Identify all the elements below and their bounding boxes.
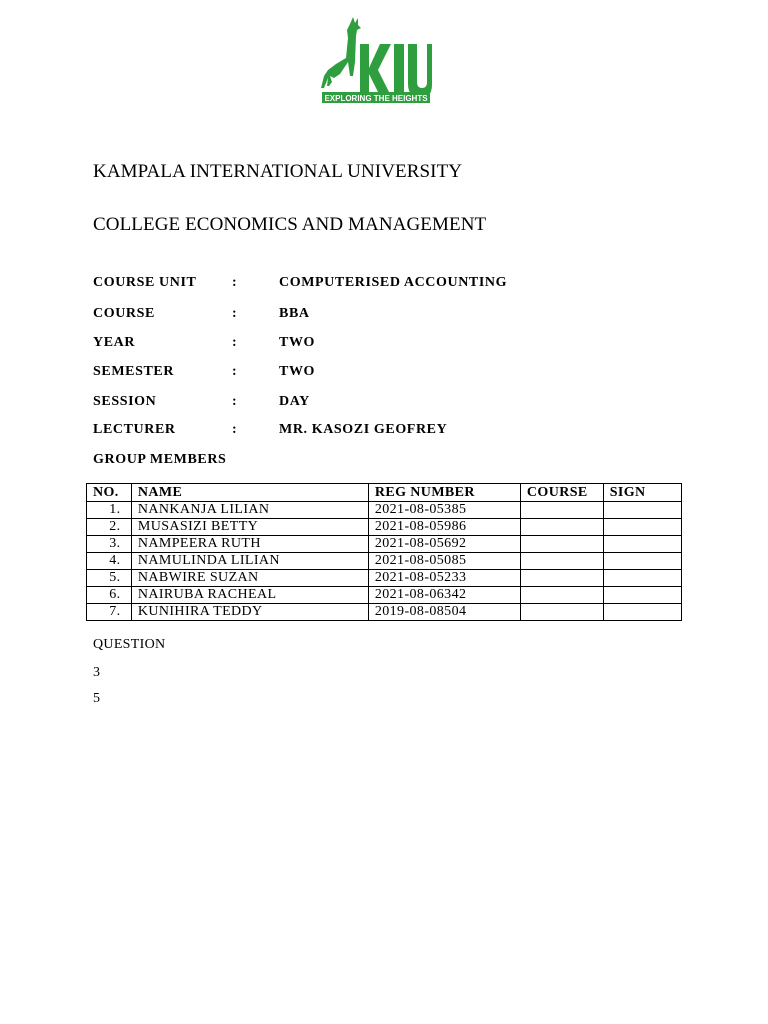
table-row [87,553,682,570]
table-header-row [87,484,682,502]
giraffe-icon [320,14,432,104]
info-value: DAY [279,394,310,409]
info-label: COURSE UNIT [93,275,197,290]
info-value: MR. KASOZI GEOFREY [279,422,448,437]
university-name: KAMPALA INTERNATIONAL UNIVERSITY [93,161,463,182]
table-row [87,502,682,519]
cell-course [520,604,603,621]
cell-reg: 2021-08-05986 [368,519,520,536]
info-value: BBA [279,306,310,321]
cell-no: 3. [87,536,132,553]
cell-course [520,570,603,587]
cell-reg: 2021-08-05692 [368,536,520,553]
table-row [87,570,682,587]
cell-name: NAMPEERA RUTH [131,536,368,553]
info-label: YEAR [93,335,136,350]
cell-sign [603,519,681,536]
kiu-logo [320,14,432,104]
cell-sign [603,604,681,621]
table-row [87,587,682,604]
info-value: COMPUTERISED ACCOUNTING [279,275,508,290]
cell-sign [603,587,681,604]
info-colon: : [232,306,238,321]
cell-course [520,553,603,570]
cell-no: 4. [87,553,132,570]
info-label: SESSION [93,394,157,409]
cell-no: 6. [87,587,132,604]
members-table [86,483,682,621]
info-value: TWO [279,364,316,379]
info-colon: : [232,335,238,350]
cell-reg: 2019-08-08504 [368,604,520,621]
header-no: NO. [87,484,132,502]
cell-reg: 2021-08-05233 [368,570,520,587]
header-course: COURSE [520,484,603,502]
info-colon: : [232,364,238,379]
cell-name: NABWIRE SUZAN [131,570,368,587]
info-colon: : [232,394,238,409]
group-members-label: GROUP MEMBERS [93,452,227,467]
info-colon: : [232,275,238,290]
question-number: 5 [93,691,101,706]
header-sign: SIGN [603,484,681,502]
cell-reg: 2021-08-06342 [368,587,520,604]
question-label: QUESTION [93,637,166,652]
info-label: COURSE [93,306,155,321]
info-colon: : [232,422,238,437]
cell-course [520,519,603,536]
cell-sign [603,570,681,587]
cell-course [520,536,603,553]
cell-sign [603,502,681,519]
info-value: TWO [279,335,316,350]
cell-course [520,587,603,604]
table-row [87,536,682,553]
cell-name: NAMULINDA LILIAN [131,553,368,570]
cell-course [520,502,603,519]
info-label: LECTURER [93,422,176,437]
question-number: 3 [93,665,101,680]
cell-sign [603,553,681,570]
cell-name: NANKANJA LILIAN [131,502,368,519]
cell-no: 2. [87,519,132,536]
cell-reg: 2021-08-05385 [368,502,520,519]
info-label: SEMESTER [93,364,175,379]
header-reg-number: REG NUMBER [368,484,520,502]
cell-no: 5. [87,570,132,587]
header-name: NAME [131,484,368,502]
cell-name: KUNIHIRA TEDDY [131,604,368,621]
cell-no: 7. [87,604,132,621]
cell-reg: 2021-08-05085 [368,553,520,570]
logo-tagline: EXPLORING THE HEIGHTS [324,94,428,103]
cell-no: 1. [87,502,132,519]
table-row [87,604,682,621]
college-name: COLLEGE ECONOMICS AND MANAGEMENT [93,214,487,235]
cell-name: NAIRUBA RACHEAL [131,587,368,604]
cell-name: MUSASIZI BETTY [131,519,368,536]
table-row [87,519,682,536]
cell-sign [603,536,681,553]
